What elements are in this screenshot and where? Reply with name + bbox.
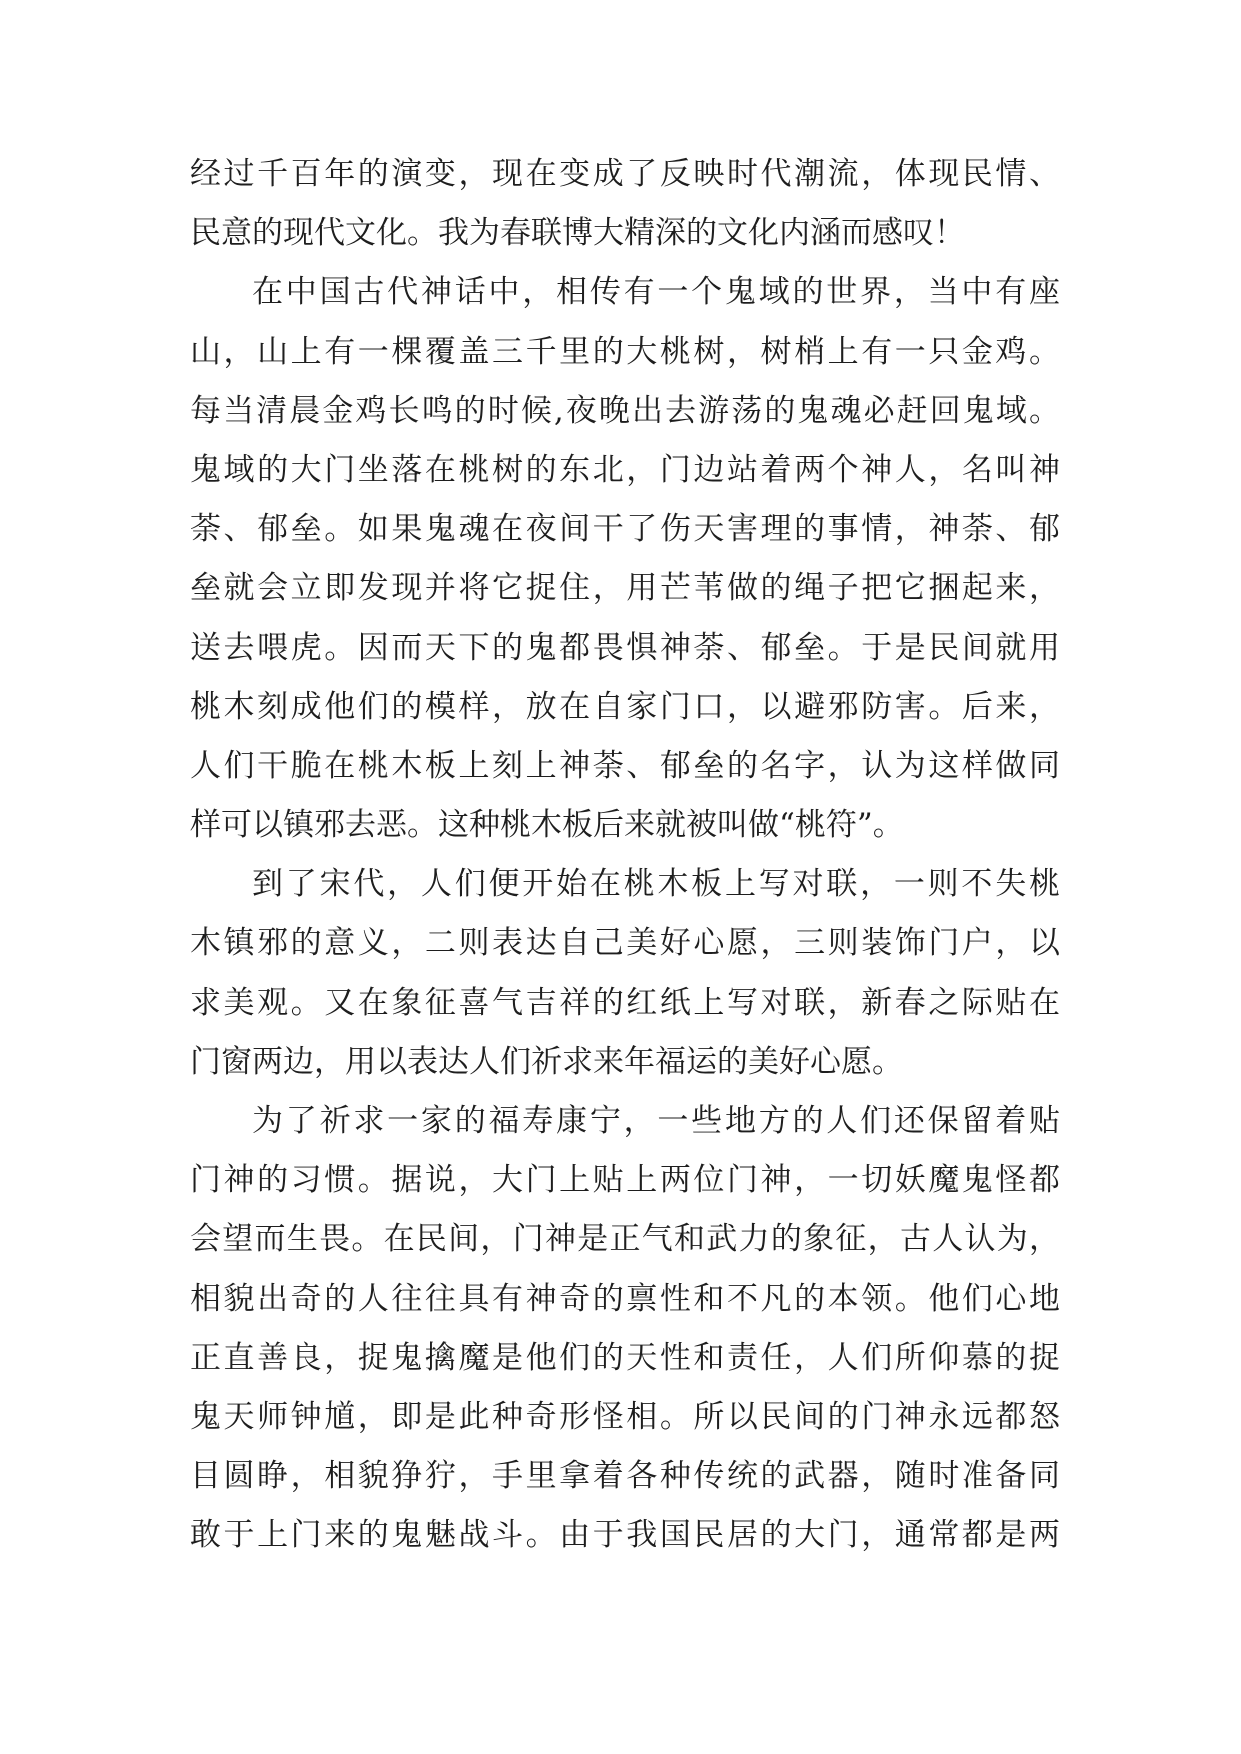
text-line: 每当清晨金鸡长鸣的时候,夜晚出去游荡的鬼魂必赶回鬼域。 (190, 392, 1060, 429)
text-line: 木镇邪的意义，二则表达自己美好心愿，三则装饰门户，以 (190, 925, 1060, 962)
text-line: 敢于上门来的鬼魅战斗。由于我国民居的大门，通常都是两 (190, 1517, 1060, 1554)
text-line: 正直善良，捉鬼擒魔是他们的天性和责任，人们所仰慕的捉 (190, 1339, 1060, 1376)
text-line: 在中国古代神话中，相传有一个鬼域的世界，当中有座 (252, 274, 1060, 311)
text-line: 送去喂虎。因而天下的鬼都畏惧神荼、郁垒。于是民间就用 (190, 629, 1060, 666)
text-line: 会望而生畏。在民间，门神是正气和武力的象征，古人认为， (190, 1221, 1060, 1258)
text-line: 目圆睁，相貌狰狞，手里拿着各种传统的武器，随时准备同 (190, 1458, 1060, 1495)
text-line: 人们干脆在桃木板上刻上神荼、郁垒的名字，认为这样做同 (190, 747, 1060, 784)
text-line: 经过千百年的演变，现在变成了反映时代潮流，体现民情、 (190, 156, 1060, 192)
text-line: 样可以镇邪去恶。这种桃木板后来就被叫做“桃符”。 (190, 807, 904, 844)
text-line: 山，山上有一棵覆盖三千里的大桃树，树梢上有一只金鸡。 (190, 333, 1060, 370)
text-line: 桃木刻成他们的模样，放在自家门口，以避邪防害。后来， (190, 688, 1060, 725)
text-line: 到了宋代，人们便开始在桃木板上写对联，一则不失桃 (252, 866, 1060, 903)
body-text (190, 145, 1060, 1566)
text-line: 相貌出奇的人往往具有神奇的禀性和不凡的本领。他们心地 (190, 1280, 1060, 1317)
text-line: 鬼域的大门坐落在桃树的东北，门边站着两个神人，名叫神 (190, 451, 1060, 488)
text-line: 为了祈求一家的福寿康宁，一些地方的人们还保留着贴 (252, 1103, 1060, 1139)
text-line: 门窗两边，用以表达人们祈求来年福运的美好心愿。 (190, 1043, 903, 1080)
text-line: 门神的习惯。据说，大门上贴上两位门神，一切妖魔鬼怪都 (190, 1162, 1060, 1199)
text-line: 求美观。又在象征喜气吉祥的红纸上写对联，新春之际贴在 (190, 984, 1060, 1021)
text-line: 荼、郁垒。如果鬼魂在夜间干了伤天害理的事情，神荼、郁 (190, 511, 1060, 548)
text-line: 民意的现代文化。我为春联博大精深的文化内涵而感叹！ (190, 215, 965, 252)
text-line: 垒就会立即发现并将它捉住，用芒苇做的绳子把它捆起来， (190, 570, 1060, 607)
text-line: 鬼天师钟馗，即是此种奇形怪相。所以民间的门神永远都怒 (190, 1398, 1060, 1435)
